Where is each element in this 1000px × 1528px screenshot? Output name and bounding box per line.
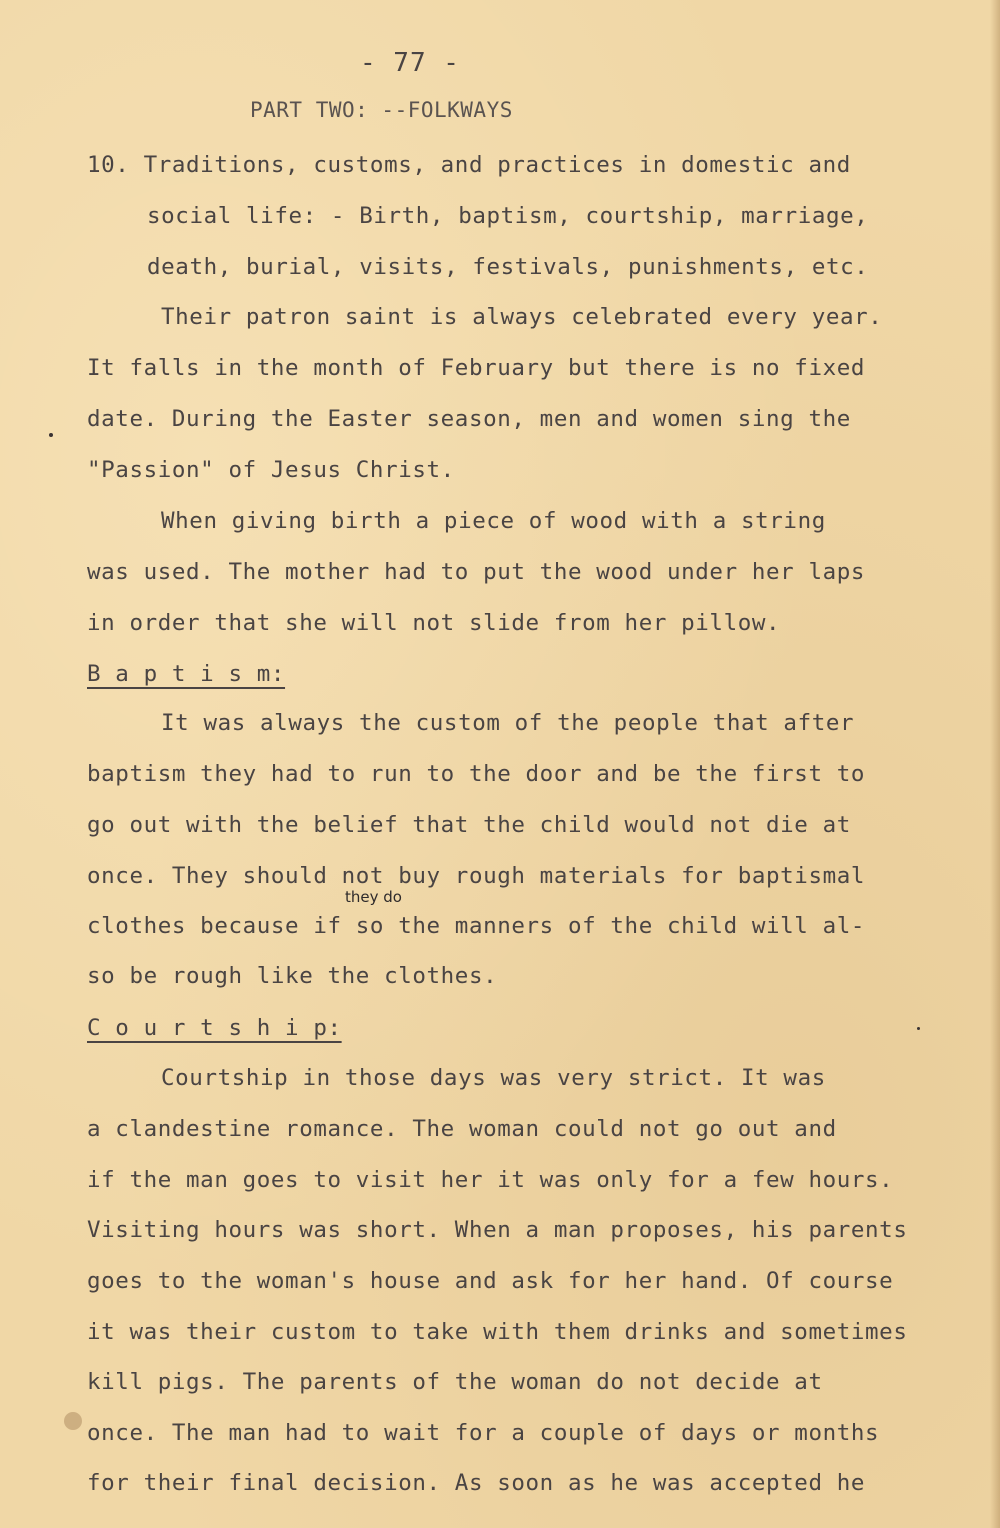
patron-line-3: date. During the Easter season, men and women sing the: [87, 406, 851, 432]
handwritten-insertion: they do: [345, 888, 402, 906]
section-heading: PART TWO: --FOLKWAYS: [250, 98, 513, 122]
courtship-line-9: for their final decision. As soon as he was accepted he: [87, 1470, 866, 1496]
baptism-line-2: baptism they had to run to the door and be the first to: [87, 761, 866, 787]
item-title-line-3: death, burial, visits, festivals, punishments, etc.: [147, 254, 869, 280]
courtship-line-2: a clandestine romance. The woman could not go out and: [87, 1116, 837, 1142]
item-title-line-2: social life: - Birth, baptism, courtship, marriage,: [147, 203, 869, 229]
page-number: - 77 -: [360, 48, 460, 78]
birth-line-1: When giving birth a piece of wood with a string: [161, 508, 826, 534]
courtship-line-6: it was their custom to take with them drinks and sometimes: [87, 1319, 908, 1345]
courtship-line-1: Courtship in those days was very strict. It was: [161, 1065, 826, 1091]
baptism-heading: B a p t i s m:: [87, 661, 286, 687]
courtship-line-7: kill pigs. The parents of the woman do not decide at: [87, 1369, 823, 1395]
patron-line-4: "Passion" of Jesus Christ.: [87, 457, 455, 483]
baptism-line-4: once. They should not buy rough materials for baptismal: [87, 863, 866, 889]
courtship-line-8: once. The man had to wait for a couple of days or months: [87, 1420, 880, 1446]
courtship-line-3: if the man goes to visit her it was only for a few hours.: [87, 1167, 894, 1193]
patron-line-1: Their patron saint is always celebrated every year.: [161, 304, 883, 330]
birth-line-3: in order that she will not slide from her pillow.: [87, 610, 781, 636]
baptism-line-6: so be rough like the clothes.: [87, 963, 498, 989]
courtship-heading: C o u r t s h i p:: [87, 1015, 342, 1041]
baptism-line-1: It was always the custom of the people that after: [161, 710, 855, 736]
ink-stain: [64, 1412, 82, 1430]
patron-line-2: It falls in the month of February but there is no fixed: [87, 355, 866, 381]
baptism-line-5: clothes because if so the manners of the child will al-: [87, 913, 866, 939]
baptism-line-3: go out with the belief that the child would not die at: [87, 812, 851, 838]
item-title-line-1: 10. Traditions, customs, and practices in domestic and: [87, 152, 851, 178]
paper-speck: [49, 433, 53, 437]
birth-line-2: was used. The mother had to put the wood under her laps: [87, 559, 866, 585]
courtship-line-4: Visiting hours was short. When a man proposes, his parents: [87, 1217, 908, 1243]
courtship-line-5: goes to the woman's house and ask for her hand. Of course: [87, 1268, 894, 1294]
paper-speck: [917, 1027, 920, 1030]
paper-edge-shadow: [990, 0, 1000, 1528]
